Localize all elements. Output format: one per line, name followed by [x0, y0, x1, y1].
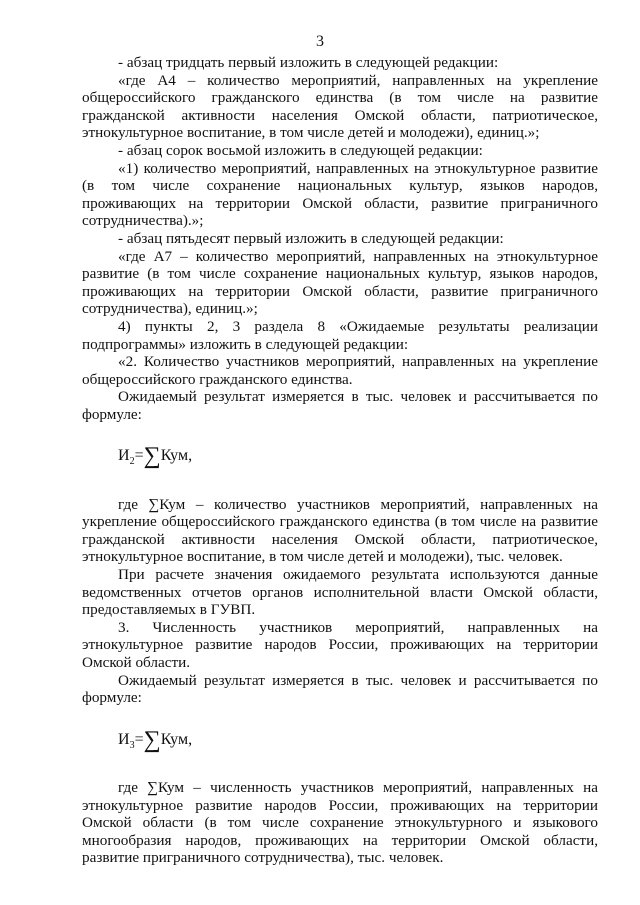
paragraph: «где А4 – количество мероприятий, направленных на укрепление общероссийского гражданского единства (в том числе на развитие гражданской активности населения Омской области, патриотическое, этнокультурное воспитание, в том числе детей и молодежи), единиц.»; — [82, 71, 598, 142]
formula-term: Кум, — [160, 730, 193, 748]
paragraph: где ∑Кум – количество участников мероприятий, направленных на укрепление общероссийского гражданского единства (в том числе на развитие гражданской активности населения Омской области, патриотическое, этнокультурное воспитание, в том числе детей и молодежи), тыс. человек. — [82, 495, 598, 566]
paragraph: При расчете значения ожидаемого результата используются данные ведомственных отчетов органов исполнительной власти Омской области, предоставляемых в ГУВП. — [82, 566, 598, 619]
sigma-symbol: ∑ — [143, 726, 161, 753]
document-body — [82, 54, 598, 867]
sigma-symbol: ∑ — [143, 443, 161, 470]
formula-subscript: 2 — [129, 456, 135, 468]
formula-variable: И — [118, 730, 130, 748]
formula-term: Кум, — [160, 447, 193, 465]
paragraph: «где А7 – количество мероприятий, направленных на этнокультурное развитие (в том числе сохранение национальных культур, языков народов, проживающих на территории Омской области, развитие приграничного сотрудничества), единиц.»; — [82, 247, 598, 318]
paragraph: «1) количество мероприятий, направленных на этнокультурное развитие (в том числе сохранение национальных культур, языков народов, проживающих на территории Омской области, развитие приграничного сотрудничества).»; — [82, 159, 598, 230]
paragraph: Ожидаемый результат измеряется в тыс. человек и рассчитывается по формуле: — [82, 671, 598, 707]
paragraph: Ожидаемый результат измеряется в тыс. человек и рассчитывается по формуле: — [82, 388, 598, 423]
formula-i2: $И_2=\sum Кум$, — [118, 443, 193, 470]
paragraph: 4) пункты 2, 3 раздела 8 «Ожидаемые результаты реализации подпрограммы» изложить в следующей редакции: — [82, 317, 598, 353]
paragraph: 3. Численность участников мероприятий, направленных на этнокультурное развитие народов России, проживающих на территории Омской области. — [82, 618, 598, 671]
page-number: 3 — [316, 33, 324, 50]
paragraph: - абзац пятьдесят первый изложить в следующей редакции: — [118, 229, 504, 247]
paragraph: «2. Количество участников мероприятий, направленных на укрепление общероссийского гражданского единства. — [82, 353, 598, 388]
paragraph: - абзац сорок восьмой изложить в следующей редакции: — [118, 141, 483, 159]
formula-subscript: 3 — [129, 739, 135, 751]
formula-variable: И — [118, 447, 130, 465]
formula-i3: $И_3=\sum Кум$, — [118, 726, 193, 753]
paragraph: где ∑Кум – численность участников мероприятий, направленных на этнокультурное развитие народов России, проживающих на территории Омской области (в том числе сохранение этнокультурного и языкового многообразия народов, проживающих на территории Омской области, развитие приграничного сотрудничества), тыс. человек. — [82, 778, 598, 867]
paragraph: - абзац тридцать первый изложить в следующей редакции: — [118, 54, 499, 71]
